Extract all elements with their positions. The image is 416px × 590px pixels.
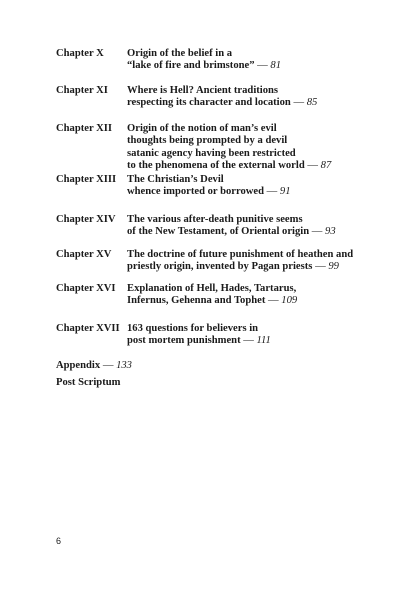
leader-dash: —	[102, 360, 114, 371]
toc-entry	[56, 323, 356, 363]
leader-dash: —	[243, 335, 254, 347]
chapter-title	[127, 85, 367, 110]
chapter-title-line	[127, 160, 367, 172]
chapter-label: Chapter XI	[56, 85, 108, 96]
chapter-title	[127, 123, 367, 173]
appendix-label: Appendix	[56, 360, 101, 371]
leader-dash: —	[293, 97, 305, 109]
chapter-title-line: Where is Hell? Ancient traditions	[127, 85, 279, 96]
chapter-title-line	[127, 226, 367, 238]
chapter-title	[127, 48, 367, 73]
toc-entry	[56, 283, 356, 323]
chapter-title-line: The Christian’s Devil	[127, 174, 224, 185]
chapter-title-line	[127, 60, 367, 72]
chapter-label: Chapter XV	[56, 249, 112, 260]
chapter-title-text: of the New Testament, of Oriental origin	[127, 226, 310, 238]
chapter-label: Chapter XVI	[56, 283, 116, 294]
leader-dash: —	[315, 261, 326, 273]
toc-entry	[56, 48, 356, 85]
chapter-title-line: Explanation of Hell, Hades, Tartarus,	[127, 283, 297, 294]
page-number: 93	[325, 226, 336, 238]
chapter-title-text: whence imported or borrowed	[127, 186, 265, 198]
page-number: 99	[328, 261, 339, 273]
page-number: 91	[279, 186, 291, 198]
appendix-page-number: 133	[116, 360, 132, 371]
chapter-title-line	[127, 97, 367, 109]
chapter-title-text: Infernus, Gehenna and Tophet	[127, 295, 266, 307]
chapter-title-text: respecting its character and location	[127, 97, 291, 109]
chapter-title	[127, 283, 367, 308]
chapter-title-text: “lake of fire and brimstone”	[127, 60, 255, 72]
toc-entry	[56, 85, 356, 123]
chapter-label: Chapter XIII	[56, 174, 117, 185]
chapter-title-line: Origin of the belief in a	[127, 48, 233, 59]
table-of-contents	[56, 48, 356, 363]
leader-dash: —	[268, 295, 279, 307]
post-scriptum-entry	[56, 377, 132, 389]
chapter-label: Chapter XII	[56, 123, 113, 134]
chapter-label: Chapter XVII	[56, 323, 120, 334]
chapter-label: Chapter XIV	[56, 214, 116, 225]
toc-entry	[56, 174, 356, 214]
leader-dash: —	[307, 160, 318, 172]
chapter-title-line	[127, 335, 367, 347]
leader-dash: —	[311, 226, 323, 238]
appendix-entry	[56, 360, 132, 372]
page-number: 111	[256, 335, 271, 347]
page-number: 87	[320, 160, 332, 172]
back-matter	[56, 360, 132, 395]
footer-page-number: 6	[56, 536, 62, 546]
toc-entry	[56, 214, 356, 249]
page-number: 81	[270, 60, 282, 72]
chapter-title-line	[127, 261, 367, 273]
chapter-title-line	[127, 186, 367, 198]
toc-entry	[56, 123, 356, 174]
page-number: 109	[281, 295, 298, 307]
chapter-title	[127, 323, 367, 348]
leader-dash: —	[266, 186, 278, 198]
chapter-title-text: post mortem punishment	[127, 335, 241, 347]
chapter-title-line: Origin of the notion of man’s evil	[127, 123, 277, 134]
post-scriptum-label: Post Scriptum	[56, 377, 121, 389]
page-number: 85	[306, 97, 318, 109]
chapter-title	[127, 174, 367, 199]
chapter-title-text: to the phenomena of the external world	[127, 160, 305, 172]
chapter-title-line: thoughts being prompted by a devil	[127, 135, 288, 147]
chapter-title-line: The various after-death punitive seems	[127, 214, 303, 225]
chapter-title	[127, 214, 367, 239]
chapter-title	[127, 249, 367, 274]
chapter-title-line	[127, 295, 367, 307]
chapter-title-line: satanic agency having been restricted	[127, 147, 296, 159]
chapter-title-text: priestly origin, invented by Pagan priests	[127, 261, 313, 273]
chapter-title-line: The doctrine of future punishment of heathen and	[127, 249, 354, 260]
chapter-label: Chapter X	[56, 48, 104, 59]
chapter-title-line: 163 questions for believers in	[127, 323, 259, 334]
leader-dash: —	[257, 60, 268, 72]
toc-entry	[56, 249, 356, 283]
